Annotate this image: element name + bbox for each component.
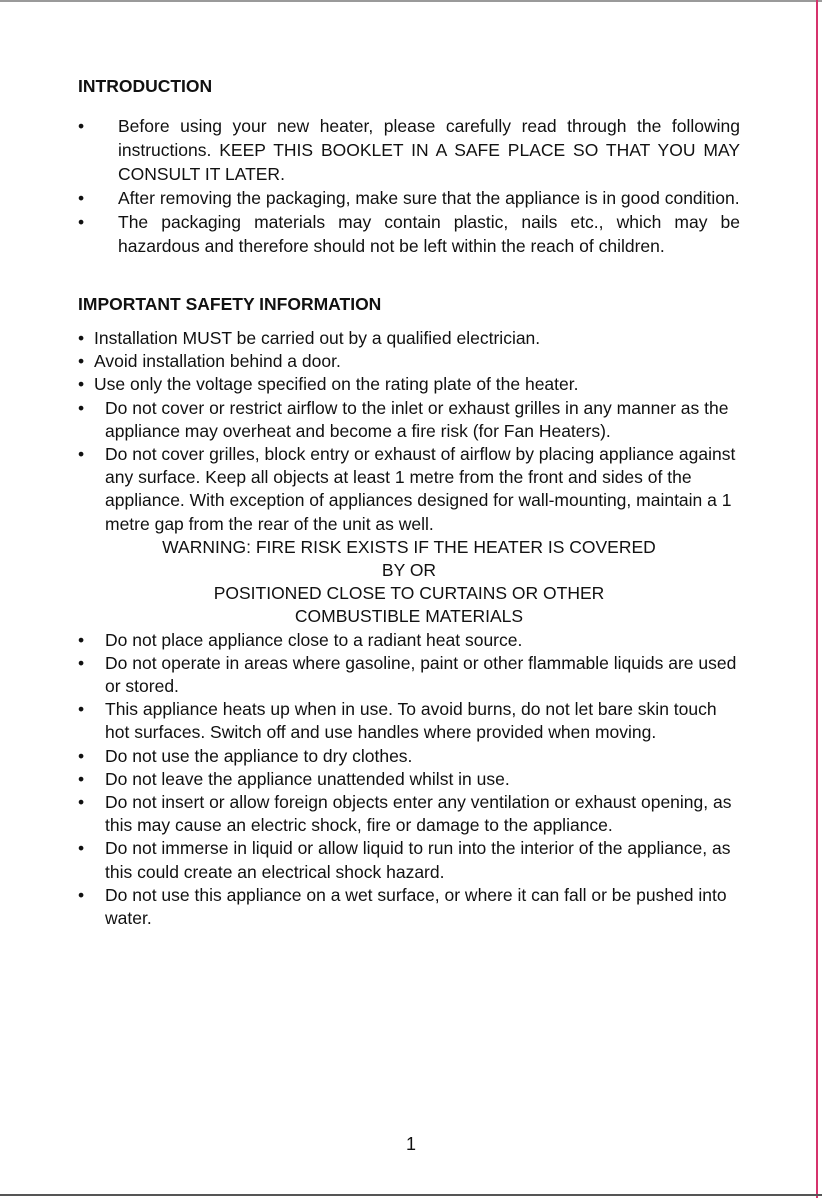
safety-item-text: Do not use this appliance on a wet surface, or where it can fall or be pushed into water. [105, 884, 727, 929]
bullet-icon: • [78, 116, 85, 136]
bullet-icon: • [78, 444, 85, 465]
safety-item-text: This appliance heats up when in use. To avoid burns, do not let bare skin touch hot surfaces. Switch off and use handles where provided when moving. [105, 699, 717, 743]
bullet-icon: • [78, 768, 85, 789]
safety-item-text: Do not place appliance close to a radiant heat source. [105, 629, 523, 650]
warning-line: WARNING: FIRE RISK EXISTS IF THE HEATER IS COVERED [162, 536, 656, 557]
list-item [78, 397, 740, 443]
safety-list [78, 327, 740, 536]
safety-item-text: Do not leave the appliance unattended whilst in use. [105, 768, 510, 789]
bullet-icon: • [78, 792, 85, 813]
list-item [78, 768, 740, 791]
safety-item-text: Do not use the appliance to dry clothes. [105, 745, 413, 766]
safety-item-text: Installation MUST be carried out by a qualified electrician. [94, 328, 541, 348]
list-item [78, 350, 740, 373]
top-border [0, 0, 822, 2]
list-item [78, 186, 740, 210]
safety-item-text: Do not cover grilles, block entry or exhaust of airflow by placing appliance against any surface. Keep all objects at least 1 metre from the front and sides of the appliance. With exception of appliances designed for wall-mounting, maintain a 1 metre gap from the rear of the unit as well. [105, 444, 736, 534]
warning-line: POSITIONED CLOSE TO CURTAINS OR OTHER [213, 583, 605, 604]
warning-line: BY OR [381, 560, 437, 581]
safety-item-text: Do not immerse in liquid or allow liquid to run into the interior of the appliance, as this could create an electrical shock hazard. [105, 838, 731, 882]
list-item [78, 791, 740, 837]
fire-risk-warning [78, 536, 740, 629]
warning-line: COMBUSTIBLE MATERIALS [294, 606, 524, 627]
bullet-icon: • [78, 629, 85, 650]
list-item [78, 114, 740, 186]
bullet-icon: • [78, 328, 85, 348]
safety-item-text: Avoid installation behind a door. [94, 351, 341, 372]
list-item [78, 327, 740, 350]
bottom-border [0, 1194, 822, 1196]
intro-item-text: Before using your new heater, please carefully read through the following instructions. KEEP THIS BOOKLET IN A SAFE PLACE SO THAT YOU MAY CONSULT IT LATER. [118, 116, 740, 184]
right-border [816, 0, 818, 1198]
bullet-icon: • [78, 699, 85, 720]
bullet-icon: • [78, 652, 85, 673]
intro-item-text: The packaging materials may contain plastic, nails etc., which may be hazardous and therefore should not be left within the reach of children. [118, 212, 740, 256]
bullet-icon: • [78, 351, 85, 372]
safety-heading: IMPORTANT SAFETY INFORMATION [78, 294, 382, 314]
bullet-icon: • [78, 838, 85, 859]
list-item [78, 698, 740, 744]
bullet-icon: • [78, 374, 85, 395]
list-item [78, 745, 740, 768]
list-item [78, 443, 740, 536]
safety-item-text: Use only the voltage specified on the rating plate of the heater. [94, 374, 579, 395]
list-item [78, 837, 740, 883]
page-number: 1 [405, 1134, 416, 1154]
introduction-heading: INTRODUCTION [78, 76, 213, 96]
intro-item-text: After removing the packaging, make sure that the appliance is in good condition. [118, 188, 740, 208]
bullet-icon: • [78, 745, 85, 766]
list-item [78, 652, 740, 698]
bullet-icon: • [78, 884, 85, 905]
safety-item-text: Do not insert or allow foreign objects enter any ventilation or exhaust opening, as this may cause an electric shock, fire or damage to the appliance. [105, 792, 732, 836]
bullet-icon: • [78, 212, 85, 232]
bullet-icon: • [78, 397, 85, 418]
list-item [78, 884, 740, 930]
document-page [78, 75, 740, 930]
list-item [78, 210, 740, 258]
safety-list-continued [78, 629, 740, 931]
safety-item-text: Do not cover or restrict airflow to the inlet or exhaust grilles in any manner as the appliance may overheat and become a fire risk (for Fan Heaters). [105, 397, 729, 441]
introduction-list [78, 114, 740, 258]
bullet-icon: • [78, 188, 85, 208]
safety-item-text: Do not operate in areas where gasoline, paint or other flammable liquids are used or stored. [105, 652, 737, 697]
list-item [78, 629, 740, 652]
list-item [78, 373, 740, 396]
